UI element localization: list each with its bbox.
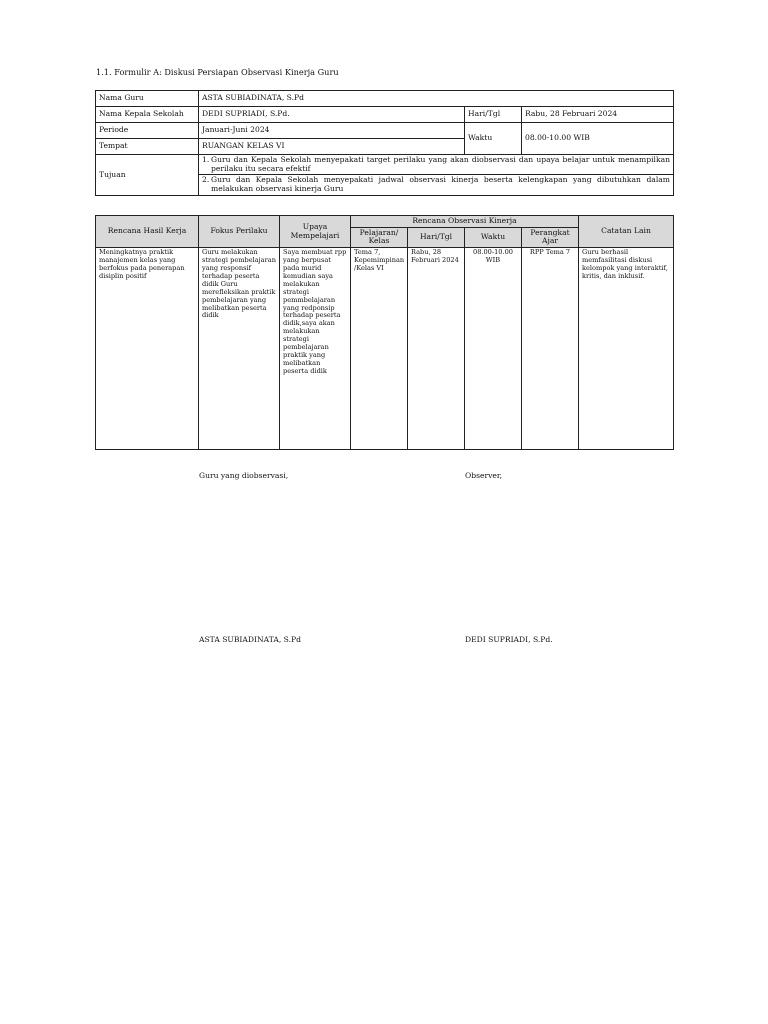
tujuan-list: [199, 155, 674, 196]
row-kepala: [96, 107, 674, 123]
tujuan-label: Tujuan: [96, 155, 199, 196]
signature-guru-label: Guru yang diobservasi,: [199, 471, 289, 480]
signature-observer-label: Observer,: [465, 471, 503, 480]
tujuan-text: Guru dan Kepala Sekolah menyepakati target perilaku yang akan diobservasi dan upaya belajar untuk menampilkan perilaku itu secara efektif: [211, 155, 670, 173]
header-upaya: Upaya Mempelajari: [280, 216, 351, 248]
row-tujuan: [96, 155, 674, 196]
info-table: [95, 90, 674, 196]
tempat-value: RUANGAN KELAS VI: [199, 139, 465, 155]
cell-rencana-hasil: Meningkatnya praktik manajemen kelas yang berfokus pada penerapan disiplin positif: [96, 248, 199, 450]
cell-pelajaran: Tema 7, Kepemimpinan /Kelas VI: [351, 248, 408, 450]
tujuan-item: [199, 155, 673, 174]
tujuan-text: Guru dan Kepala Sekolah menyepakati jadwal observasi kinerja beserta kelengkapan yang dibutuhkan dalam melakukan observasi kinerja Guru: [211, 175, 670, 194]
tempat-label: Tempat: [96, 139, 199, 155]
cell-waktu: 08.00-10.00 WIB: [465, 248, 522, 450]
periode-value: Januari-Juni 2024: [199, 123, 465, 139]
cell-catatan: Guru berhasil memfasilitasi diskusi kelompok yang interaktif, kritis, dan inklusif.: [579, 248, 674, 450]
cell-upaya: Saya membuat rpp yang berpusat pada murid kemudian saya melakukan strategi pemmbelajaran yang redponsip terhadap peserta didik,saya akan melakukan strategi pembelajaran praktik yang melibatkan peserta didik: [280, 248, 351, 450]
hari-label: Hari/Tgl: [465, 107, 522, 123]
header-hari: Hari/Tgl: [408, 227, 465, 247]
nama-guru-label: Nama Guru: [96, 91, 199, 107]
signature-guru-name: ASTA SUBIADINATA, S.Pd: [199, 635, 301, 644]
cell-fokus: Guru melakukan strategi pembelajaran yang responsif terhadap peserta didik Guru merefleksikan praktik pembelajaran yang melibatkan peserta didik: [199, 248, 280, 450]
tujuan-number: 1.: [202, 155, 210, 164]
header-rencana-hasil: Rencana Hasil Kerja: [96, 216, 199, 248]
signature-observer-name: DEDI SUPRIADI, S.Pd.: [465, 635, 553, 644]
cell-perangkat: RPP Tema 7: [522, 248, 579, 450]
header-fokus: Fokus Perilaku: [199, 216, 280, 248]
nama-guru-value: ASTA SUBIADINATA, S.Pd: [199, 91, 674, 107]
cell-hari: Rabu, 28 Februari 2024: [408, 248, 465, 450]
plan-header-row: [96, 216, 674, 228]
tujuan-number: 2.: [202, 175, 210, 185]
header-perangkat: Perangkat Ajar: [522, 227, 579, 247]
kepala-value: DEDI SUPRIADI, S.Pd.: [199, 107, 465, 123]
header-catatan: Catatan Lain: [579, 216, 674, 248]
header-waktu: Waktu: [465, 227, 522, 247]
periode-label: Periode: [96, 123, 199, 139]
header-rencana-observasi: Rencana Observasi Kinerja: [351, 216, 579, 228]
plan-data-row: [96, 248, 674, 450]
kepala-label: Nama Kepala Sekolah: [96, 107, 199, 123]
tujuan-item: [199, 174, 673, 194]
row-periode: [96, 123, 674, 139]
waktu-label: Waktu: [465, 123, 522, 155]
row-nama-guru: [96, 91, 674, 107]
waktu-value: 08.00-10.00 WIB: [522, 123, 674, 155]
hari-value: Rabu, 28 Februari 2024: [522, 107, 674, 123]
form-title: 1.1. Formulir A: Diskusi Persiapan Observasi Kinerja Guru: [96, 67, 339, 77]
header-pelajaran: Pelajaran/ Kelas: [351, 227, 408, 247]
plan-table: [95, 215, 674, 450]
